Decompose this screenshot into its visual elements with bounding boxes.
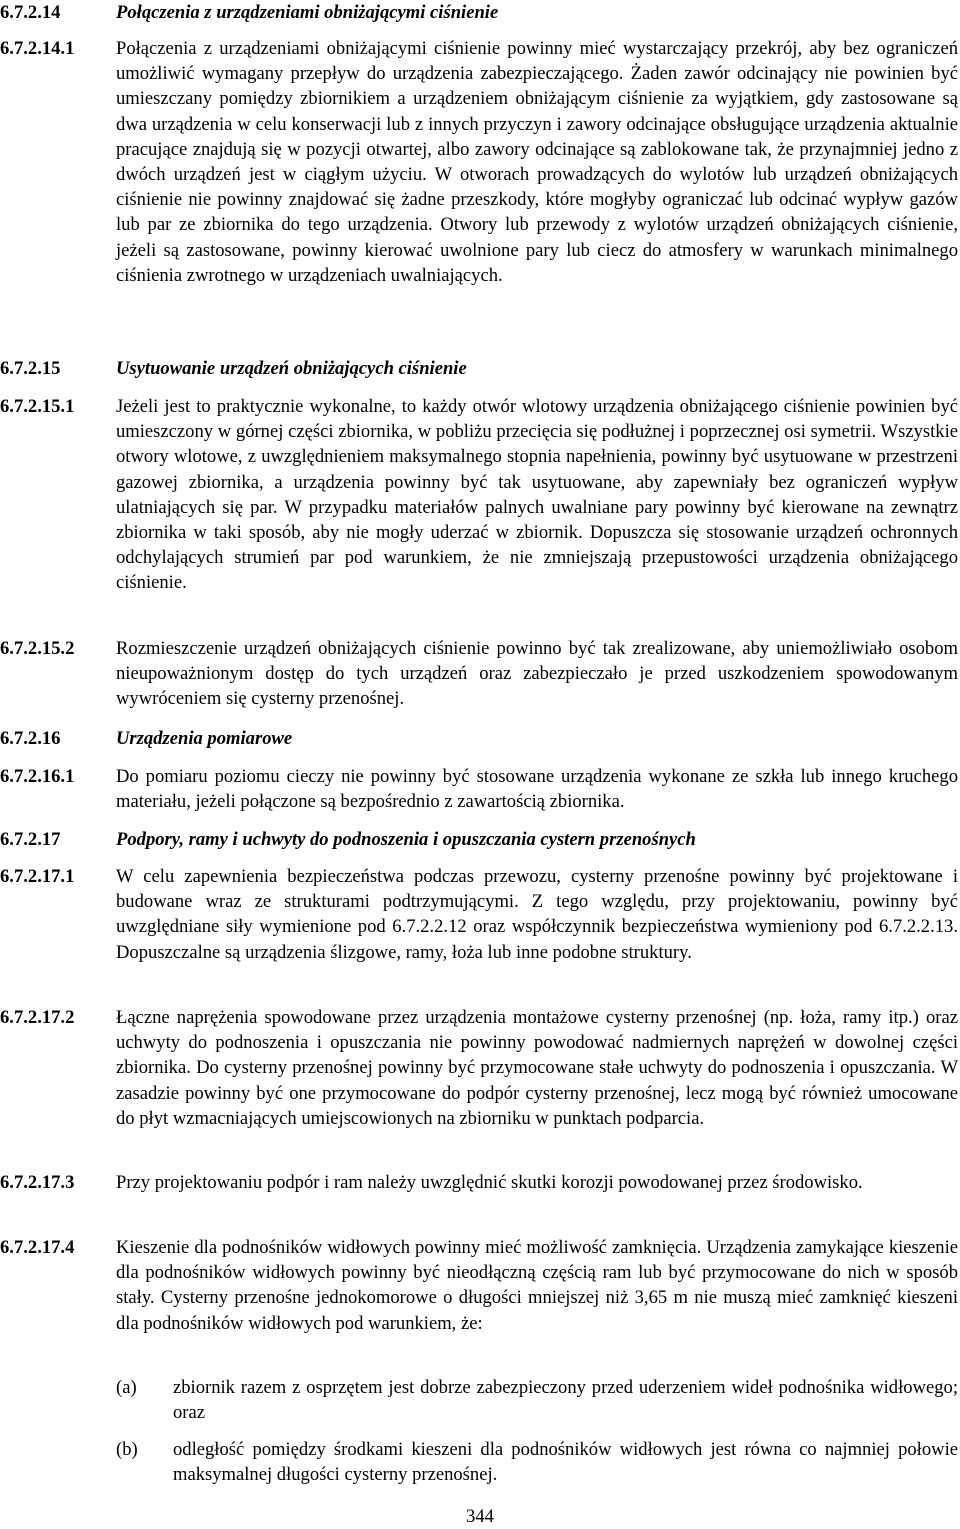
paragraph-text: Kieszenie dla podnośników widłowych powinny mieć możliwość zamknięcia. Urządzenia zamykające kieszenie dla podnośników widłowych powinny być nieodłączną częścią ram lub być przymocowane do nich w sposób stały. Cysterny przenośne jednokomorowe o długości mniejszej niż 3,65 m nie muszą mieć zamknięć kieszeni dla podnośników widłowych pod warunkiem, że: [116, 1237, 958, 1334]
section-number: 6.7.2.17 [0, 829, 61, 850]
paragraph-text: Do pomiaru poziomu cieczy nie powinny być stosowane urządzenia wykonane ze szkła lub innego kruchego materiału, jeżeli połączone są bezpośrednio z zawartością zbiornika. [116, 766, 958, 813]
section-title: Podpory, ramy i uchwyty do podnoszenia i opuszczania cystern przenośnych [116, 829, 696, 850]
paragraph-number: 6.7.2.17.3 [0, 1172, 75, 1193]
list-item-b [116, 1437, 958, 1487]
section-title: Połączenia z urządzeniami obniżającymi ciśnienie [116, 2, 499, 23]
paragraph-text: Łączne naprężenia spowodowane przez urządzenia montażowe cysterny przenośnej (np. łoża, ramy itp.) oraz uchwyty do podnoszenia i opuszczania nie powinny powodować nadmiernych naprężeń w dowolnej części zbiornika. Do cysterny przenośnej powinny być przymocowane stałe uchwyty do podnoszenia i opuszczania. W zasadzie powinny być one przymocowane do podpór cysterny przenośnej, lecz mogą być również umocowane do płyt wzmacniających umiejscowionych na zbiorniku w punktach podparcia. [116, 1007, 958, 1129]
paragraph-number: 6.7.2.17.2 [0, 1007, 75, 1028]
paragraph-6-7-2-17-4 [0, 1235, 958, 1336]
list-item-letter: (b) [116, 1439, 138, 1460]
paragraph-number: 6.7.2.14.1 [0, 38, 75, 59]
paragraph-text: Połączenia z urządzeniami obniżającymi ciśnienie powinny mieć wystarczający przekrój, aby bez ograniczeń umożliwić wymagany przepływ do urządzenia zabezpieczającego. Żaden zawór odcinający nie powinien być umieszczany pomiędzy zbiornikiem a urządzeniem obniżającym ciśnienie za wyjątkiem, gdy zastosowane są dwa urządzenia w celu konserwacji lub z innych przyczyn i zawory odcinające obsługujące urządzenia aktualnie pracujące znajdują się w pozycji otwartej, albo zawory odcinające są zablokowane tak, że przynajmniej jedno z dwóch urządzeń jest w ciągłym użyciu. W otworach prowadzących do wylotów lub urządzeń obniżających ciśnienie nie powinny znajdować się żadne przeszkody, które mogłyby ograniczać lub odcinać wypływ gazów lub par ze zbiornika do tego urządzenia. Otwory lub przewody z wylotów urządzeń obniżających ciśnienie, jeżeli są zastosowane, powinny kierować uwolnione pary lub ciecz do atmosfery w warunkach minimalnego ciśnienia zwrotnego w urządzeniach uwalniających. [116, 38, 958, 286]
paragraph-text: Rozmieszczenie urządzeń obniżających ciśnienie powinno być tak zrealizowane, aby uniemożliwiało osobom nieupoważnionym dostęp do tych urządzeń oraz zabezpieczało je przed uszkodzeniem spowodowanym wywróceniem się cysterny przenośnej. [116, 638, 958, 710]
paragraph-6-7-2-14-1 [0, 36, 958, 288]
paragraph-6-7-2-15-2 [0, 636, 958, 712]
list-item-letter: (a) [116, 1377, 137, 1398]
list-item-a [116, 1375, 958, 1425]
page-number: 344 [466, 1506, 494, 1527]
section-title: Usytuowanie urządzeń obniżających ciśnienie [116, 358, 467, 379]
paragraph-6-7-2-17-3 [0, 1170, 958, 1195]
paragraph-text: W celu zapewnienia bezpieczeństwa podczas przewozu, cysterny przenośne powinny być projektowane i budowane wraz ze strukturami podtrzymującymi. Z tego względu, przy projektowaniu, powinny być uwzględniane siły wymienione pod 6.7.2.2.12 oraz współczynnik bezpieczeństwa wymieniony pod 6.7.2.2.13. Dopuszczalne są urządzenia ślizgowe, ramy, łoża lub inne podobne struktury. [116, 866, 958, 963]
paragraph-number: 6.7.2.16.1 [0, 766, 75, 787]
section-title: Urządzenia pomiarowe [116, 728, 293, 749]
section-number: 6.7.2.16 [0, 728, 61, 749]
paragraph-6-7-2-15-1 [0, 394, 958, 596]
paragraph-text: Przy projektowaniu podpór i ram należy uwzględnić skutki korozji powodowanej przez środowisko. [116, 1172, 863, 1193]
paragraph-6-7-2-17-1 [0, 864, 958, 965]
paragraph-text: Jeżeli jest to praktycznie wykonalne, to każdy otwór wlotowy urządzenia obniżającego ciśnienie powinien być umieszczony w górnej części zbiornika, w pobliżu przecięcia się podłużnej i poprzecznej osi symetrii. Wszystkie otwory wlotowe, z uwzględnieniem maksymalnego stopnia napełnienia, powinny być usytuowane w przestrzeni gazowej zbiornika, a urządzenia powinny być tak usytuowane, aby zapewniały bez ograniczeń wypływ ulatniających się par. W przypadku materiałów palnych uwalniane pary powinny być kierowane na zewnątrz zbiornika w taki sposób, aby nie mogły uderzać w zbiornik. Dopuszcza się stosowanie urządzeń ochronnych odchylających strumień par pod warunkiem, że nie zmniejszają przepustowości urządzenia obniżającego ciśnienie. [116, 396, 958, 594]
paragraph-number: 6.7.2.15.2 [0, 638, 75, 659]
paragraph-6-7-2-16-1 [0, 764, 958, 814]
section-number: 6.7.2.15 [0, 358, 61, 379]
paragraph-number: 6.7.2.17.1 [0, 866, 75, 887]
paragraph-number: 6.7.2.15.1 [0, 396, 75, 417]
list-item-text: zbiornik razem z osprzętem jest dobrze zabezpieczony przed uderzeniem wideł podnośnika widłowego; oraz [173, 1377, 958, 1424]
paragraph-number: 6.7.2.17.4 [0, 1237, 75, 1258]
section-number: 6.7.2.14 [0, 2, 61, 23]
paragraph-6-7-2-17-2 [0, 1005, 958, 1131]
list-item-text: odległość pomiędzy środkami kieszeni dla podnośników widłowych jest równa co najmniej połowie maksymalnej długości cysterny przenośnej. [173, 1439, 958, 1486]
